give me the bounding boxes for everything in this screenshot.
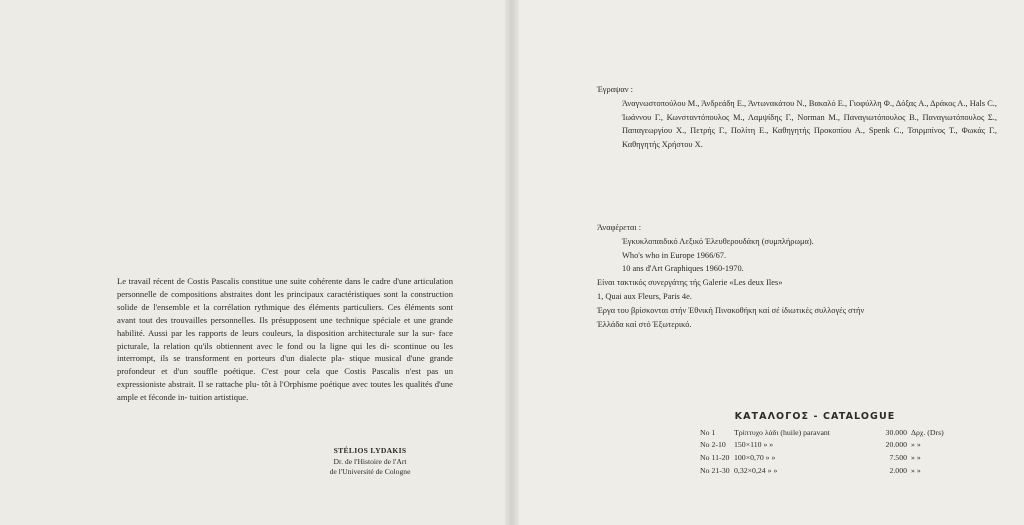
item-code: No 21-30 [700, 465, 730, 475]
catalogue-row [700, 452, 960, 465]
gallery-note: Είναι τακτικός συνεργάτης τής Galerie «Les deux Iles» [597, 278, 783, 288]
reference-item: Who's who in Europe 1966/67. [622, 250, 727, 260]
reference-item: 10 ans d'Art Graphiques 1960-1970. [622, 264, 744, 274]
essay-line: d'une articulation personnelle de compositions abstraites dont les principaux [117, 276, 453, 299]
catalogue-row [700, 439, 960, 452]
references-section [597, 221, 997, 331]
essay-line: tuition artistique. [189, 392, 249, 403]
catalogue-title: ΚΑΤΑΛΟΓΟΣ - CATALOGUE [734, 411, 896, 422]
item-description: Τρίπτυχο λάδι (huile) paravant [734, 427, 830, 437]
item-currency: » » [911, 452, 921, 462]
essay-line: tôt à l'Orphisme poétique avec toutes les qualités d'une ample et féconde in- [117, 379, 453, 403]
essay-paragraph [117, 275, 453, 404]
essay-line: Aussi par les rapports de leurs couleurs, la disposition architecturale sur la sur- [147, 327, 436, 338]
item-price: 20.000 [885, 440, 907, 450]
item-code: No 1 [700, 427, 716, 437]
item-price: 7.500 [889, 452, 907, 462]
catalogue-row [700, 465, 960, 478]
item-price: 30.000 [885, 427, 907, 437]
catalogue-section [700, 410, 960, 477]
collections-note: Έργα του βρίσκονται στήν Έθνική Πινακοθήκη καί σέ ίδιωτικές συλλογές στήν [597, 305, 865, 315]
essay-line: scontinue ou les interrompt, ils se transforment en porteurs d'un dialecte pla- [117, 340, 453, 364]
collections-note-cont: Έλλάδα καί στό Έξωτερικό. [597, 319, 692, 329]
author-affiliation: de l'Université de Cologne [329, 467, 411, 477]
essay-line: rythmique des éléments particuliers. Ces éléments sont avant tout des trouvailles [117, 301, 453, 325]
gallery-address: 1, Quai aux Fleurs, Paris 4e. [597, 291, 692, 301]
essay-line: stique musical d'une grande profondeur et d'un souffle poétique. C'est pour [117, 353, 453, 377]
item-currency: » » [911, 440, 921, 450]
book-gutter [505, 0, 519, 525]
essay-line: cela que Costis Pascalis n'est pas un expressioniste abstrait. Il se rattache plu- [117, 366, 454, 390]
critics-list: Άναγνωστοπούλου Μ., Άνδρεάδη Ε., Άντωνακάτου Ν., Βακαλό Ε., Γιοφύλλη Φ., Δόξας Α., Δράκος Α., Hals C., Ίωάννου Γ., Κωνσταντόπουλος Μ., Λαμψίδης Γ., Norman M., Παναγιωτόπουλος Β., Παναγιωτόπουλος Σ., Παπαγεωργίου Χ., Πετρής Γ., Πολίτη Ε., Καθηγητής Προκοπίου Α., Spenk C., Τσιρμπίνος Τ., Φωκάς Γ., Καθηγητής Χρήστου Χ. [622, 98, 997, 150]
item-code: No 11-20 [700, 452, 730, 462]
written-about-section [597, 83, 997, 152]
item-description: 0,32×0,24 » » [734, 465, 778, 475]
section-title: Έγραψαν : [597, 85, 633, 94]
item-description: 150×110 » » [734, 440, 774, 450]
essay-line: personnelles. Ils présupposent une technique spéciale et une grande habilité. [117, 314, 453, 338]
item-price: 2.000 [889, 465, 907, 475]
item-code: No 2-10 [700, 440, 726, 450]
item-description: 100×0,70 » » [734, 452, 776, 462]
catalogue-row [700, 427, 960, 440]
essay-line: Le travail récent de Costis Pascalis constitue une suite cohérente dans le cadre [117, 276, 391, 286]
item-currency: » » [911, 465, 921, 475]
reference-item: Έγκυκλοπαιδικό Λεξικό Έλευθερουδάκη (συμπλήρωμα). [622, 236, 814, 246]
section-title: Άναφέρεται : [597, 223, 642, 232]
author-title: Dr. de l'Histoire de l'Art [333, 456, 407, 466]
item-currency: Δρχ. (Drs) [911, 427, 944, 437]
essay-line: face picturale, la relation qu'ils obtiennent avec le fond ou la ligne qui les di- [117, 327, 453, 351]
essay-text [117, 275, 453, 404]
author-name: STÉLIOS LYDAKIS [333, 446, 407, 455]
essay-line: caractéristiques sont la construction solide de l'ensemble et la corrélation [117, 288, 453, 312]
author-signature [290, 446, 450, 478]
